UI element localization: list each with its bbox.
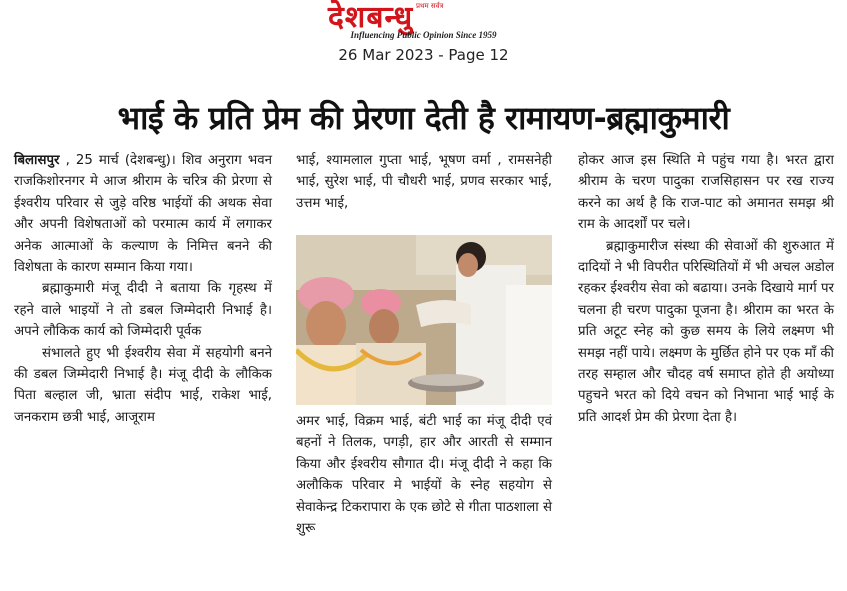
masthead <box>0 0 847 70</box>
article-column-3 <box>578 150 834 428</box>
tagline: Influencing Public Opinion Since 1959 <box>350 30 497 40</box>
paragraph: ब्रह्माकुमारीज संस्था की सेवाओं की शुरुआत में दादियों ने भी विपरीत परिस्थितियों में भी अचल अडोल रहकर ईश्वरीय सेवा को बढाया। उनके दिखाये मार्ग पर चलना ही चरण पादुका पूजना है। श्रीराम का भरत के प्रति अटूट स्नेह को कुछ समय के लिये लक्ष्मण भी समझ नहीं पाये। लक्ष्मण के मुर्छित होने पर एक माँ की तरह सम्हाल और चौदह वर्ष समाप्त होते ही अयोध्या पहुचने भरत को दिये वचन को निभाना भाई भाई के प्रति आदर्श प्रेम की प्रेरणा देता है। <box>578 238 834 425</box>
paragraph: , 25 मार्च (देशबन्धु)। शिव अनुराग भवन राजकिशोरनगर मे आज श्रीराम के चरित्र की प्रेरणा से ईश्वरीय परिवार से जुड़े वरिष्ठ भाईयों की अथक सेवा और अपनी विशेषताओं को परमात्म कार्य में लगाकर अनेक आत्माओं के कल्याण के निमित्त बनने की विशेषता के कारण सम्मान किया गया। <box>14 153 272 276</box>
logo-text: देशबन्धु <box>328 0 414 35</box>
paragraph: अमर भाई, विक्रम भाई, बंटी भाई का मंजू दीदी एवं बहनों ने तिलक, पगड़ी, हार और आरती से सम्मान किया और ईश्वरीय सौगात दी। मंजू दीदी ने कहा कि अलौकिक परिवार मे भाईयों के स्नेह सहयोग से सेवाकेन्द्र टिकरापारा के एक छोटे से गीता पाठशाला से शुरू <box>296 414 552 537</box>
article-photo <box>296 235 552 405</box>
article-column-1 <box>14 150 272 428</box>
paragraph: भाई, श्यामलाल गुप्ता भाई, भूषण वर्मा , रामसनेही भाई, सुरेश भाई, पी चौधरी भाई, प्रणव सरकार भाई, उत्तम भाई, <box>296 153 552 211</box>
dateline-place: बिलासपुर <box>14 153 60 168</box>
paragraph: ब्रह्माकुमारी मंजू दीदी ने बताया कि गृहस्थ में रहने वाले भाइयों ने तो डबल जिम्मेदारी निभाई है। अपने लौकिक कार्य को जिम्मेदारी पूर्वक <box>14 281 272 340</box>
paragraph: संभालते हुए भी ईश्वरीय सेवा में सहयोगी बनने की डबल जिम्मेदारी निभाई है। मंजू दीदी के लौकिक पिता बल्हाल जी, भ्राता संदीप भाई, राकेश भाई, जनकराम छत्री भाई, आजूराम <box>14 345 272 425</box>
article-column-2-top <box>296 150 552 214</box>
article-column-2-bottom <box>296 411 552 539</box>
logo-small-text: प्रथम सर्वत्र <box>416 2 444 10</box>
article-headline: भाई के प्रति प्रेम की प्रेरणा देती है रामायण-ब्रह्माकुमारी <box>117 99 730 137</box>
date-page: 26 Mar 2023 - Page 12 <box>338 46 509 64</box>
paragraph: होकर आज इस स्थिति मे पहुंच गया है। भरत द्वारा श्रीराम के चरण पादुका राजसिहासन पर रख राज्य करने का अर्थ है कि राज-पाट को अमानत समझ श्री राम के आदर्शों पर चले। <box>578 153 834 233</box>
